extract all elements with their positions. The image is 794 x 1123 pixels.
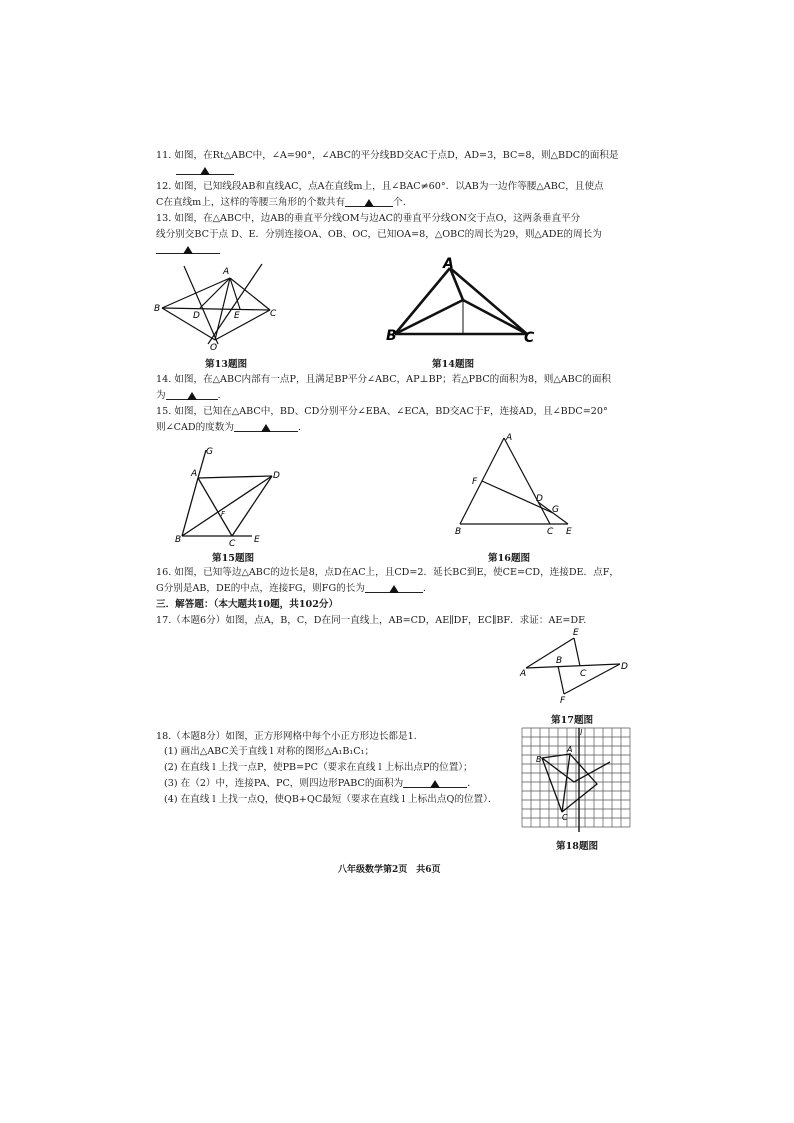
caption-figure-18: 第18题图 [556, 841, 599, 852]
q18-part1: (1) 画出△ABC关于直线 l 对称的图形△A₁B₁C₁； [164, 746, 375, 757]
label-c: C [562, 813, 568, 822]
label-d: D [273, 471, 280, 481]
label-f: F [560, 696, 566, 706]
label-a: A [223, 267, 230, 277]
label-c: C [229, 539, 236, 549]
section-3-heading: 三．解答题：（本大题共10题，共102分） [156, 599, 339, 610]
q14-line1: 14. 如图，在△ABC内部有一点P，且满足BP平分∠ABC，AP⊥BP；若△PBC的面积为8，则△ABC的面积 [156, 374, 612, 385]
figure-15 [172, 444, 292, 549]
caption-figure-17: 第17题图 [551, 715, 594, 726]
answer-triangle-icon [364, 199, 374, 207]
answer-triangle-icon [187, 392, 197, 400]
label-a: A [520, 669, 527, 679]
label-b: B [536, 755, 542, 764]
label-b: B [175, 535, 182, 545]
answer-triangle-icon [389, 585, 399, 593]
label-f: F [472, 477, 478, 487]
label-e: E [566, 527, 572, 537]
label-b: B [154, 304, 161, 314]
caption-figure-14: 第14题图 [432, 359, 475, 370]
q18-part4: (4) 在直线 l 上找一点Q，使QB+QC最短（要求在直线 l 上标出点Q的位置）． [164, 794, 498, 805]
q12-answer-blank[interactable] [345, 196, 393, 207]
q16-line1: 16. 如图，已知等边△ABC的边长是8，点D在AC上，且CD=2．延长BC到E，使CE=CD，连接DE．点F， [156, 567, 619, 578]
figure-16 [452, 432, 582, 540]
label-f: F [221, 510, 226, 518]
q12-line2: C在直线m上，这样的等腰三角形的个数共有 个. [156, 197, 406, 208]
q16-line2: G分别是AB，DE的中点，连接FG，则FG的长为 ． [156, 583, 433, 594]
caption-figure-16: 第16题图 [488, 553, 531, 564]
label-d: D [621, 662, 628, 672]
q13-line2: 线分别交BC于点 D、E．分别连接OA、OB、OC，已知OA=8，△OBC的周长为29，则△ADE的周长为 [156, 229, 602, 240]
answer-triangle-icon [200, 167, 210, 175]
q16-answer-blank[interactable] [365, 582, 423, 593]
label-e: E [234, 311, 240, 321]
label-c: C [580, 669, 587, 679]
label-c: C [524, 330, 535, 346]
label-a: A [567, 745, 573, 754]
page-footer: 八年级数学第2页 共6页 [338, 865, 441, 875]
caption-figure-15: 第15题图 [212, 553, 255, 564]
q14-answer-blank[interactable] [166, 389, 218, 400]
q11-text: 11. 如图，在Rt△ABC中，∠A=90°，∠ABC的平分线BD交AC于点D，AD=3，BC=8，则△BDC的面积是 [156, 150, 619, 161]
caption-figure-13: 第13题图 [205, 359, 248, 370]
figure-14 [385, 256, 545, 346]
q13-answer-blank[interactable] [156, 243, 220, 256]
q15-line1: 15. 如图，已知在△ABC中，BD、CD分别平分∠EBA、∠ECA，BD交AC于F，连接AD，且∠BDC=20° [156, 406, 608, 417]
figure-17 [518, 626, 630, 706]
label-b: B [556, 656, 563, 666]
label-e: E [254, 535, 260, 545]
label-e: E [573, 628, 579, 638]
q11-answer-blank[interactable] [176, 164, 234, 177]
figure-18-grid [522, 728, 632, 832]
q13-line1: 13. 如图，在△ABC中，边AB的垂直平分线OM与边AC的垂直平分线ON交于点O，这两条垂直平分 [156, 213, 581, 224]
q17-text: 17.（本题6分）如图，点A，B，C，D在同一直线上，AB=CD，AE∥DF，EC∥BF．求证：AE=DF. [156, 615, 587, 626]
answer-triangle-icon [430, 780, 440, 788]
q15-line2: 则∠CAD的度数为 ． [156, 422, 308, 433]
q15-answer-blank[interactable] [234, 421, 298, 432]
label-g: G [552, 505, 559, 515]
label-o: O [210, 343, 218, 353]
label-b: B [455, 527, 462, 537]
answer-triangle-icon [183, 246, 193, 254]
label-b: B [386, 328, 397, 344]
q18-part3: (3) 在（2）中，连接PA、PC，则四边形PABC的面积为 ． [164, 778, 477, 789]
q12-line1: 12. 如图，已知线段AB和直线AC，点A在直线m上，且∠BAC≠60°．以AB为一边作等腰△ABC，且使点 [156, 181, 604, 192]
q18-part2: (2) 在直线 l 上找一点P，使PB=PC（要求在直线 l 上标出点P的位置）； [164, 762, 473, 773]
label-c: C [270, 309, 277, 319]
label-l: l [580, 728, 583, 737]
figure-13 [152, 258, 282, 353]
label-g: G [206, 447, 213, 457]
label-a: A [506, 433, 513, 443]
label-c: C [547, 527, 554, 537]
answer-triangle-icon [261, 424, 271, 432]
q18-head: 18.（本题8分）如图，正方形网格中每个小正方形边长都是1. [156, 731, 417, 742]
label-d: D [193, 311, 200, 321]
label-a: A [443, 256, 454, 272]
label-d: D [536, 494, 543, 504]
label-a: A [191, 469, 198, 479]
q18-answer-blank[interactable] [403, 777, 467, 788]
q14-line2: 为 ． [156, 390, 228, 401]
